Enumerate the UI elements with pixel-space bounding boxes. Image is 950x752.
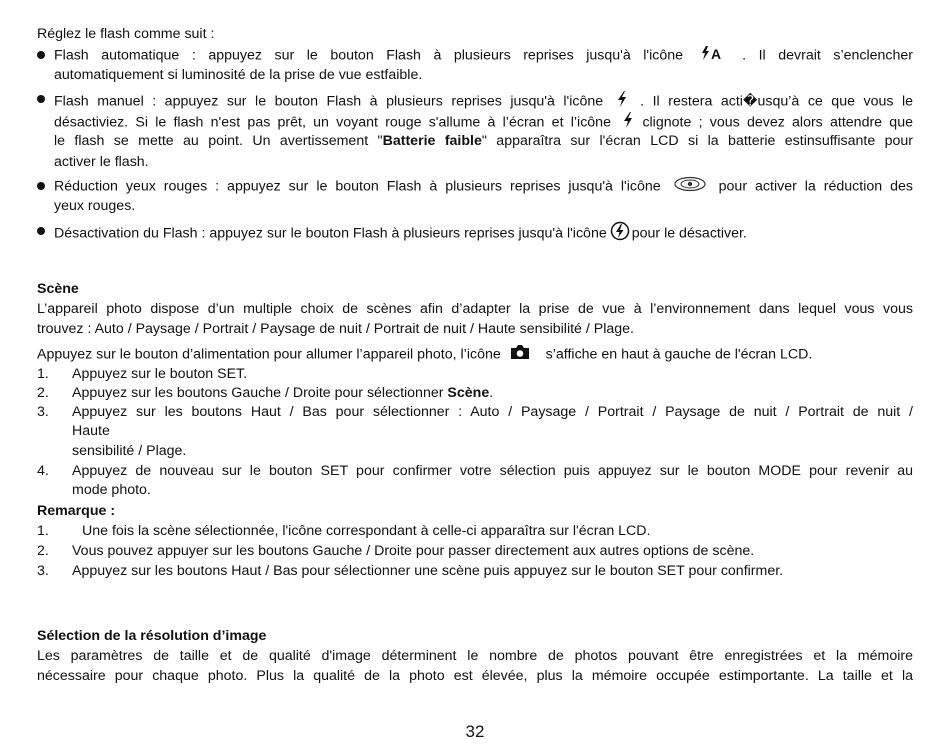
step-text-cont: sensibilité / Plage. bbox=[72, 443, 187, 459]
step-number: 4. bbox=[37, 463, 49, 479]
bullet bbox=[37, 95, 45, 103]
step-number: 2. bbox=[37, 385, 49, 401]
remark-text: Vous pouvez appuyer sur les boutons Gauche / Droite pour passer directement aux autres options de scène. bbox=[72, 543, 755, 559]
flash-auto-icon bbox=[700, 45, 726, 66]
step-text: Appuyez de nouveau sur le bouton SET pour confirmer votre sélection puis appuyez sur le bouton MODE pour revenir au bbox=[72, 463, 913, 479]
scene-heading: Scène bbox=[37, 281, 79, 297]
flash-off-line: Désactivation du Flash : appuyez sur le bouton Flash à plusieurs reprises jusqu'à l'icône pour le désactiver. bbox=[54, 221, 913, 246]
bullet bbox=[37, 227, 45, 235]
step-text: Appuyez sur les boutons Haut / Bas pour sélectionner : Auto / Paysage / Portrait / Paysage de nuit / Portrait de nuit / bbox=[72, 404, 913, 420]
flash-manual-line1: Flash manuel : appuyez sur le bouton Flash à plusieurs reprises jusqu'à l'icône . Il restera acti�usqu’à ce que vous le bbox=[54, 90, 913, 113]
remark-number: 1. bbox=[37, 523, 49, 539]
flash-intro: Réglez le flash comme suit : bbox=[37, 26, 215, 42]
remark-number: 3. bbox=[37, 563, 49, 579]
resolution-para-line1: Les paramètres de taille et de qualité d'image déterminent le nombre de photos pouvant être enregistrées et la mémoire bbox=[37, 648, 913, 664]
page-number: 32 bbox=[465, 722, 485, 741]
flash-manual-line3: le flash se mette au point. Un avertissement "Batterie faible" apparaîtra sur l'écran LCD si la batterie estinsuffisante pour bbox=[54, 133, 914, 149]
flash-on-icon bbox=[622, 111, 634, 134]
low-battery-warning: Batterie faible bbox=[382, 133, 482, 149]
flash-auto-line2: automatiquement si luminosité de la prise de vue estfaible. bbox=[54, 67, 423, 83]
flash-on-icon bbox=[616, 90, 628, 113]
flash-manual-line2: désactiviez. Si le flash n'est pas prêt, un voyant rouge s'allume à l’écran et l’icône clignote ; vous devez alors attendre que bbox=[54, 111, 913, 134]
step-text-cont: mode photo. bbox=[72, 482, 151, 498]
flash-redeye-line2: yeux rouges. bbox=[54, 198, 136, 214]
bullet bbox=[37, 51, 45, 59]
step-text-cont: Haute bbox=[72, 423, 110, 439]
scene-para-line2: trouvez : Auto / Paysage / Portrait / Paysage de nuit / Portrait de nuit / Haute sensibilité / Plage. bbox=[37, 321, 634, 337]
step-text: Appuyez sur les boutons Gauche / Droite pour sélectionner Scène. bbox=[72, 385, 494, 401]
flash-manual-line4: activer le flash. bbox=[54, 154, 149, 170]
resolution-heading: Sélection de la résolution d’image bbox=[37, 628, 267, 644]
scene-power-line: Appuyez sur le bouton d’alimentation pour allumer l’appareil photo, l’icône s’affiche en haut à gauche de l'écran LCD. bbox=[37, 344, 913, 365]
red-eye-icon bbox=[673, 176, 707, 197]
remark-text: Appuyez sur les boutons Haut / Bas pour sélectionner une scène puis appuyez sur le bouton SET pour confirmer. bbox=[72, 563, 784, 579]
resolution-para-line2: nécessaire pour chaque photo. Plus la qualité de la photo est élevée, plus la mémoire occupée estimportante. La taille et la bbox=[37, 668, 913, 684]
flash-auto-line1: Flash automatique : appuyez sur le bouton Flash à plusieurs reprises jusqu'à l'icône A . Il devrait s’enclencher bbox=[54, 45, 913, 66]
step-number: 1. bbox=[37, 366, 49, 382]
scene-para-line1: L’appareil photo dispose d’un multiple choix de scènes afin d’adapter la prise de vue à l’environnement dans lequel vous vous bbox=[37, 301, 913, 317]
remark-number: 2. bbox=[37, 543, 49, 559]
camera-icon bbox=[510, 344, 530, 365]
step-number: 3. bbox=[37, 404, 49, 420]
flash-redeye-line1: Réduction yeux rouges : appuyez sur le bouton Flash à plusieurs reprises jusqu'à l'icône pour activer la réduction des bbox=[54, 176, 913, 197]
svg-text:A: A bbox=[710, 46, 721, 61]
remark-text: Une fois la scène sélectionnée, l'icône correspondant à celle-ci apparaîtra sur l'écran LCD. bbox=[82, 523, 651, 539]
flash-off-icon bbox=[610, 221, 630, 246]
step-text: Appuyez sur le bouton SET. bbox=[72, 366, 248, 382]
bullet bbox=[37, 182, 45, 190]
remark-heading: Remarque : bbox=[37, 503, 116, 519]
